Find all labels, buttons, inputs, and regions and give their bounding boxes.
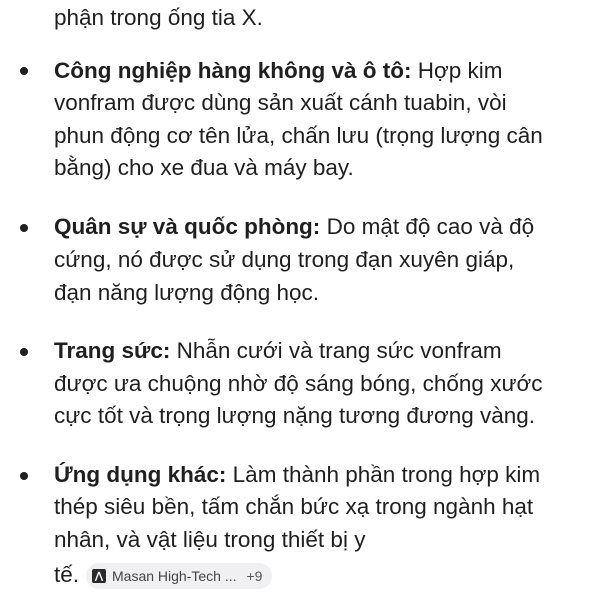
list-item-line: Quân sự và quốc phòng: Do mật độ cao và độ [54, 214, 535, 239]
list-item-line: cực tốt và trọng lượng nặng tương đương vàng. [54, 403, 536, 428]
list-item-line: đạn năng lượng động học. [54, 280, 320, 305]
list-item-title: Ứng dụng khác: [54, 462, 227, 487]
list-item-line: Trang sức: Nhẫn cưới và trang sức vonfram [54, 338, 502, 363]
list-item-line: tế. [54, 562, 80, 587]
source-chip[interactable] [86, 563, 272, 589]
bullet-icon [20, 224, 28, 232]
list-item-line: phun động cơ tên lửa, chấn lưu (trọng lượng cân [54, 123, 543, 148]
source-chip-label: Masan High-Tech ... [112, 568, 237, 584]
source-chip-count: +9 [246, 568, 263, 584]
list-item-line: Ứng dụng khác: Làm thành phần trong hợp kim [54, 462, 541, 487]
list-item-line: vonfram được dùng sản xuất cánh tuabin, vòi [54, 90, 507, 115]
list-item-line: Công nghiệp hàng không và ô tô: Hợp kim [54, 58, 503, 83]
list-item-title: Quân sự và quốc phòng: [54, 214, 321, 239]
bullet-icon [20, 348, 28, 356]
list-item-title: Trang sức: [54, 338, 171, 363]
bullet-icon [20, 472, 28, 480]
list-item-line: bằng) cho xe đua và máy bay. [54, 155, 354, 180]
list-item-title: Công nghiệp hàng không và ô tô: [54, 58, 412, 83]
list-item-line: cứng, nó được sử dụng trong đạn xuyên giáp, [54, 247, 515, 272]
list-item-line: thép siêu bền, tấm chắn bức xạ trong ngành hạt [54, 494, 534, 519]
bullet-icon [20, 67, 28, 75]
intro-line: phận trong ống tia X. [54, 5, 263, 30]
list-item-line: nhân, và vật liệu trong thiết bị y [54, 527, 366, 552]
masan-logo-icon: ⋀ [92, 569, 106, 583]
list-item-line: được ưa chuộng nhờ độ sáng bóng, chống xước [54, 371, 543, 396]
